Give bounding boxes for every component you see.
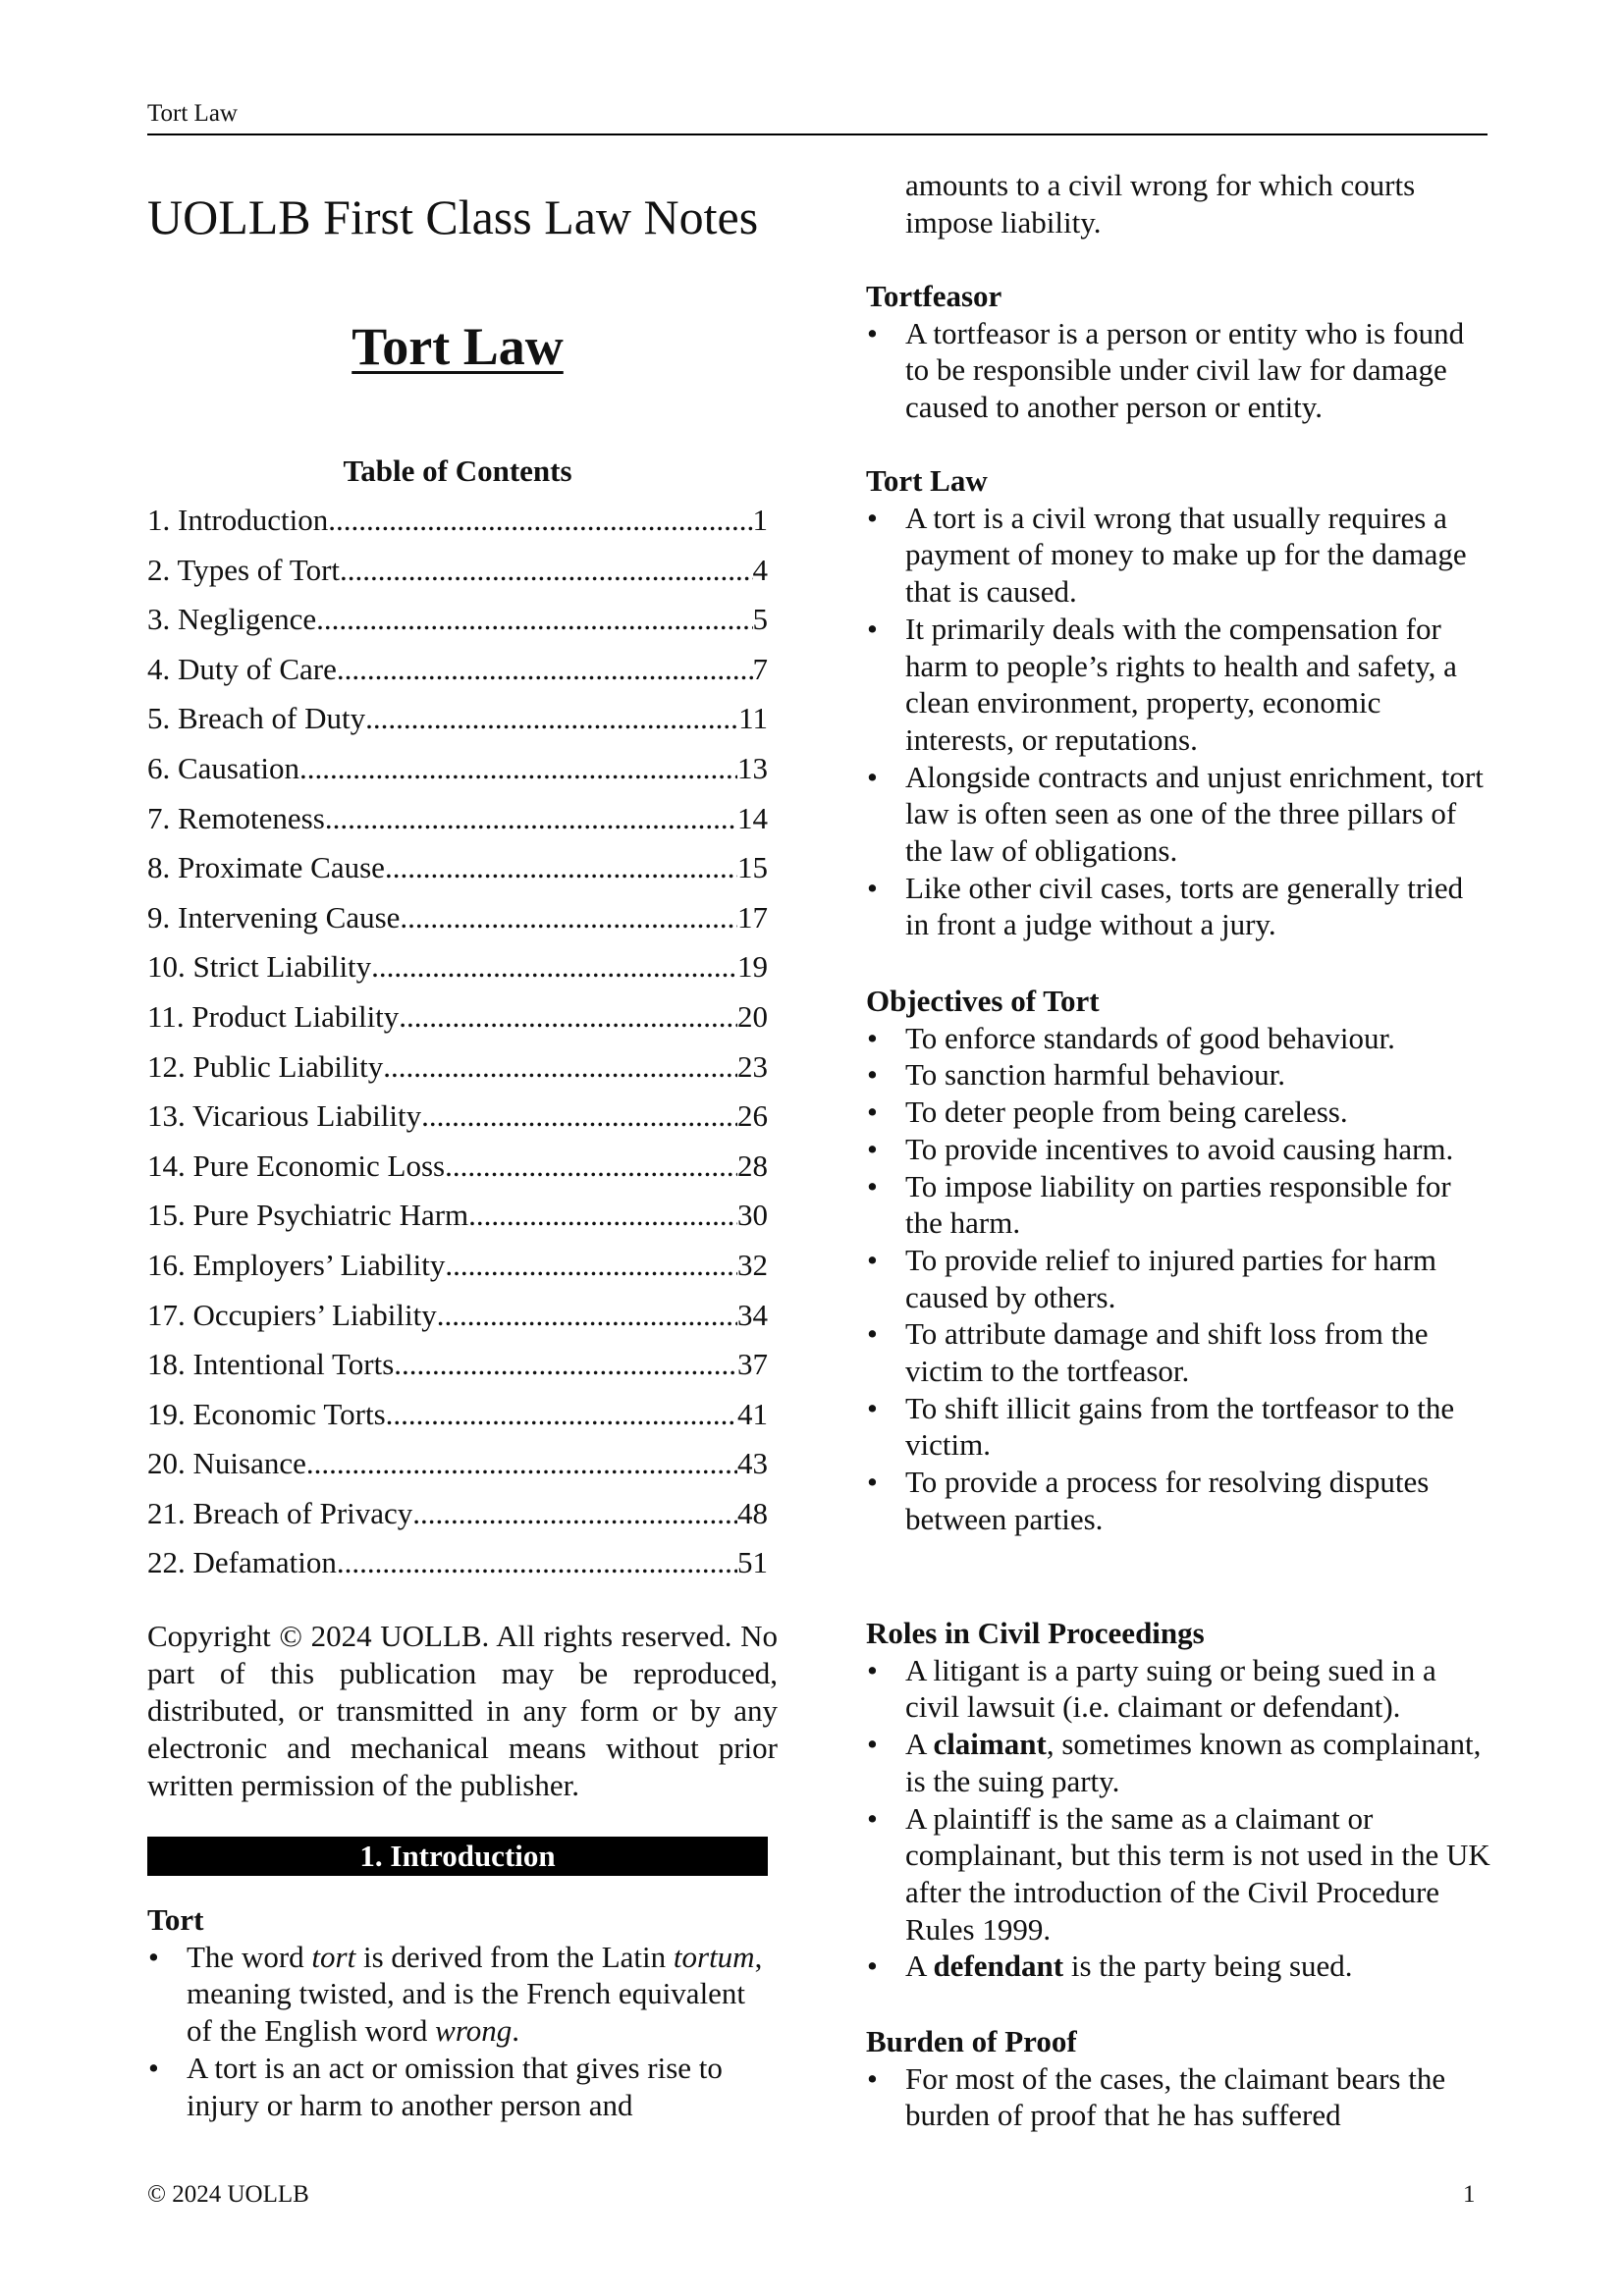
toc-entry-page: 43 [737,1446,768,1481]
list-item: • The word tort is derived from the Latin tortum, meaning twisted, and is the French equivalent of the English word wrong. [147,1939,768,2050]
continued-text-block [866,167,1490,240]
toc-leader-dots [394,1347,737,1382]
toc-entry[interactable] [147,1545,768,1595]
toc-leader-dots [412,1496,737,1531]
running-header [147,98,1488,135]
list-item: • To deter people from being careless. [866,1094,1490,1131]
toc-entry-page: 20 [737,998,768,1034]
toc-entry[interactable] [147,1248,768,1298]
toc-entry-page: 34 [737,1297,768,1332]
toc-entry-page: 37 [737,1347,768,1382]
toc-entry-title: 21. Breach of Privacy [147,1495,413,1530]
toc-entry-title: 12. Public Liability [147,1048,384,1084]
toc-leader-dots [421,1098,737,1134]
toc-entry-title: 20. Nuisance [147,1446,306,1481]
toc-entry[interactable] [147,751,768,801]
list-item: • To enforce standards of good behaviour. [866,1020,1490,1057]
page-number: 1 [1463,2181,1476,2208]
toc-entry[interactable] [147,553,768,603]
toc-leader-dots [399,999,737,1035]
toc-leader-dots [340,553,752,588]
burden-list [866,2060,1490,2134]
list-item: • To provide a process for resolving disputes between parties. [866,1464,1490,1537]
toc-entry-title: 14. Pure Economic Loss [147,1148,446,1183]
toc-entry[interactable] [147,1098,768,1148]
toc-entry[interactable] [147,900,768,950]
toc-entry-page: 11 [738,701,768,736]
objectives-list [866,1020,1490,1538]
table-of-contents [147,503,768,1595]
toc-entry[interactable] [147,1298,768,1348]
toc-entry-page: 48 [737,1495,768,1530]
running-header-title: Tort Law [147,100,238,127]
toc-entry-page: 19 [737,949,768,985]
toc-entry-title: 6. Causation [147,750,299,785]
toc-entry-page: 1 [752,503,768,537]
toc-entry-page: 26 [737,1098,768,1134]
toc-leader-dots [306,1446,737,1481]
roles-section [866,1615,1490,1985]
burden-section [866,2023,1490,2134]
brand-title: UOLLB First Class Law Notes [147,189,759,244]
tortfeasor-heading: Tortfeasor [866,279,1002,313]
document-title [147,316,768,377]
tort-law-section [866,462,1490,943]
toc-leader-dots [385,850,737,885]
continued-text: amounts to a civil wrong for which courts impose liability. [905,168,1416,240]
toc-entry-page: 5 [752,602,768,637]
toc-entry-page: 32 [737,1247,768,1282]
toc-leader-dots [328,503,752,538]
list-item: • To provide incentives to avoid causing harm. [866,1131,1490,1168]
tort-law-heading: Tort Law [866,463,988,498]
toc-entry-page: 7 [752,651,768,686]
toc-heading: Table of Contents [343,454,572,488]
toc-entry-title: 19. Economic Torts [147,1396,386,1431]
toc-entry-title: 10. Strict Liability [147,949,372,985]
tort-law-list [866,500,1490,943]
toc-entry-title: 11. Product Liability [147,998,400,1034]
toc-leader-dots [337,1545,737,1580]
toc-entry-page: 23 [737,1048,768,1084]
footer-copyright: © 2024 UOLLB [147,2181,309,2208]
toc-entry-page: 30 [737,1198,768,1233]
list-item: • For most of the cases, the claimant bears the burden of proof that he has suffered [866,2060,1490,2134]
list-item: • A tortfeasor is a person or entity who is found to be responsible under civil law for damage caused to another person or entity. [866,315,1490,426]
roles-heading: Roles in Civil Proceedings [866,1616,1205,1650]
toc-leader-dots [445,1248,737,1283]
tortfeasor-section [866,278,1490,426]
toc-entry[interactable] [147,999,768,1049]
toc-entry[interactable] [147,850,768,900]
toc-leader-dots [468,1198,737,1233]
toc-entry[interactable] [147,949,768,999]
list-item: • A plaintiff is the same as a claimant or complainant, but this term is not used in the UK after the introduction of the Civil Procedure Rules 1999. [866,1800,1490,1949]
toc-leader-dots [337,652,753,687]
list-item: • A tort is an act or omission that gives rise to injury or harm to another person and [147,2050,768,2123]
list-item: • A defendant is the party being sued. [866,1948,1490,1985]
toc-entry-title: 9. Intervening Cause [147,899,401,934]
toc-entry-page: 28 [737,1148,768,1183]
toc-entry[interactable] [147,1049,768,1099]
toc-leader-dots [299,751,737,786]
objectives-heading: Objectives of Tort [866,984,1100,1018]
toc-leader-dots [437,1298,737,1333]
list-item: • To impose liability on parties responsible for the harm. [866,1168,1490,1242]
toc-entry-page: 51 [737,1545,768,1580]
burden-heading: Burden of Proof [866,2024,1077,2058]
toc-entry-title: 17. Occupiers’ Liability [147,1297,437,1332]
toc-entry-page: 13 [737,750,768,785]
list-item: • To attribute damage and shift loss from the victim to the tortfeasor. [866,1315,1490,1389]
objectives-section [866,983,1490,1538]
toc-entry-page: 4 [752,552,768,587]
toc-entry[interactable] [147,1446,768,1496]
toc-entry-title: 2. Types of Tort [147,552,341,587]
toc-leader-dots [371,949,737,985]
toc-entry[interactable] [147,701,768,751]
toc-entry-title: 16. Employers’ Liability [147,1247,446,1282]
toc-entry-page: 15 [737,850,768,885]
toc-entry[interactable] [147,1198,768,1248]
toc-entry-title: 22. Defamation [147,1545,337,1580]
toc-entry-title: 8. Proximate Cause [147,850,385,885]
toc-entry[interactable] [147,1397,768,1447]
toc-entry-page: 17 [737,899,768,934]
list-item: • To provide relief to injured parties for harm caused by others. [866,1242,1490,1315]
toc-entry-title: 5. Breach of Duty [147,701,366,736]
list-item: • To sanction harmful behaviour. [866,1056,1490,1094]
list-item: • It primarily deals with the compensation for harm to people’s rights to health and safety, a clean environment, property, economic interests, or reputations. [866,611,1490,759]
list-item: • To shift illicit gains from the tortfeasor to the victim. [866,1390,1490,1464]
copyright-notice: Copyright © 2024 UOLLB. All rights reserved. No part of this publication may be reproduced, distributed, or transmitted in any form or by any electronic and mechanical means without prior written permission of the publisher. [147,1619,778,1802]
toc-entry-title: 3. Negligence [147,602,317,637]
toc-entry-title: 1. Introduction [147,503,329,537]
toc-entry[interactable] [147,1496,768,1546]
toc-entry-title: 18. Intentional Torts [147,1347,395,1382]
toc-leader-dots [325,801,737,836]
toc-entry[interactable] [147,602,768,652]
toc-entry-page: 14 [737,800,768,835]
list-item: • Like other civil cases, torts are generally tried in front a judge without a jury. [866,870,1490,943]
tortfeasor-list [866,315,1490,426]
toc-leader-dots [386,1397,737,1432]
list-item: • Alongside contracts and unjust enrichment, tort law is often seen as one of the three pillars of the law of obligations. [866,759,1490,870]
toc-leader-dots [316,602,752,637]
list-item: • A litigant is a party suing or being sued in a civil lawsuit (i.e. claimant or defendant). [866,1652,1490,1726]
toc-leader-dots [445,1148,737,1184]
toc-entry-title: 13. Vicarious Liability [147,1098,422,1134]
toc-entry[interactable] [147,503,768,553]
toc-entry-page: 41 [737,1396,768,1431]
section-heading-introduction: 1. Introduction [147,1837,768,1876]
toc-entry[interactable] [147,801,768,851]
toc-entry-title: 7. Remoteness [147,800,325,835]
list-item: • A tort is a civil wrong that usually requires a payment of money to make up for the damage that is caused. [866,500,1490,611]
tort-heading: Tort [147,1902,204,1937]
toc-entry[interactable] [147,652,768,702]
toc-leader-dots [400,900,737,935]
tort-section [147,1901,768,2123]
document-title-text: Tort Law [352,317,564,376]
list-item: • A claimant, sometimes known as complainant, is the suing party. [866,1726,1490,1799]
toc-leader-dots [365,701,738,736]
toc-entry-title: 15. Pure Psychiatric Harm [147,1198,469,1233]
toc-entry-title: 4. Duty of Care [147,651,337,686]
toc-entry[interactable] [147,1148,768,1199]
toc-entry[interactable] [147,1347,768,1397]
toc-leader-dots [383,1049,737,1085]
